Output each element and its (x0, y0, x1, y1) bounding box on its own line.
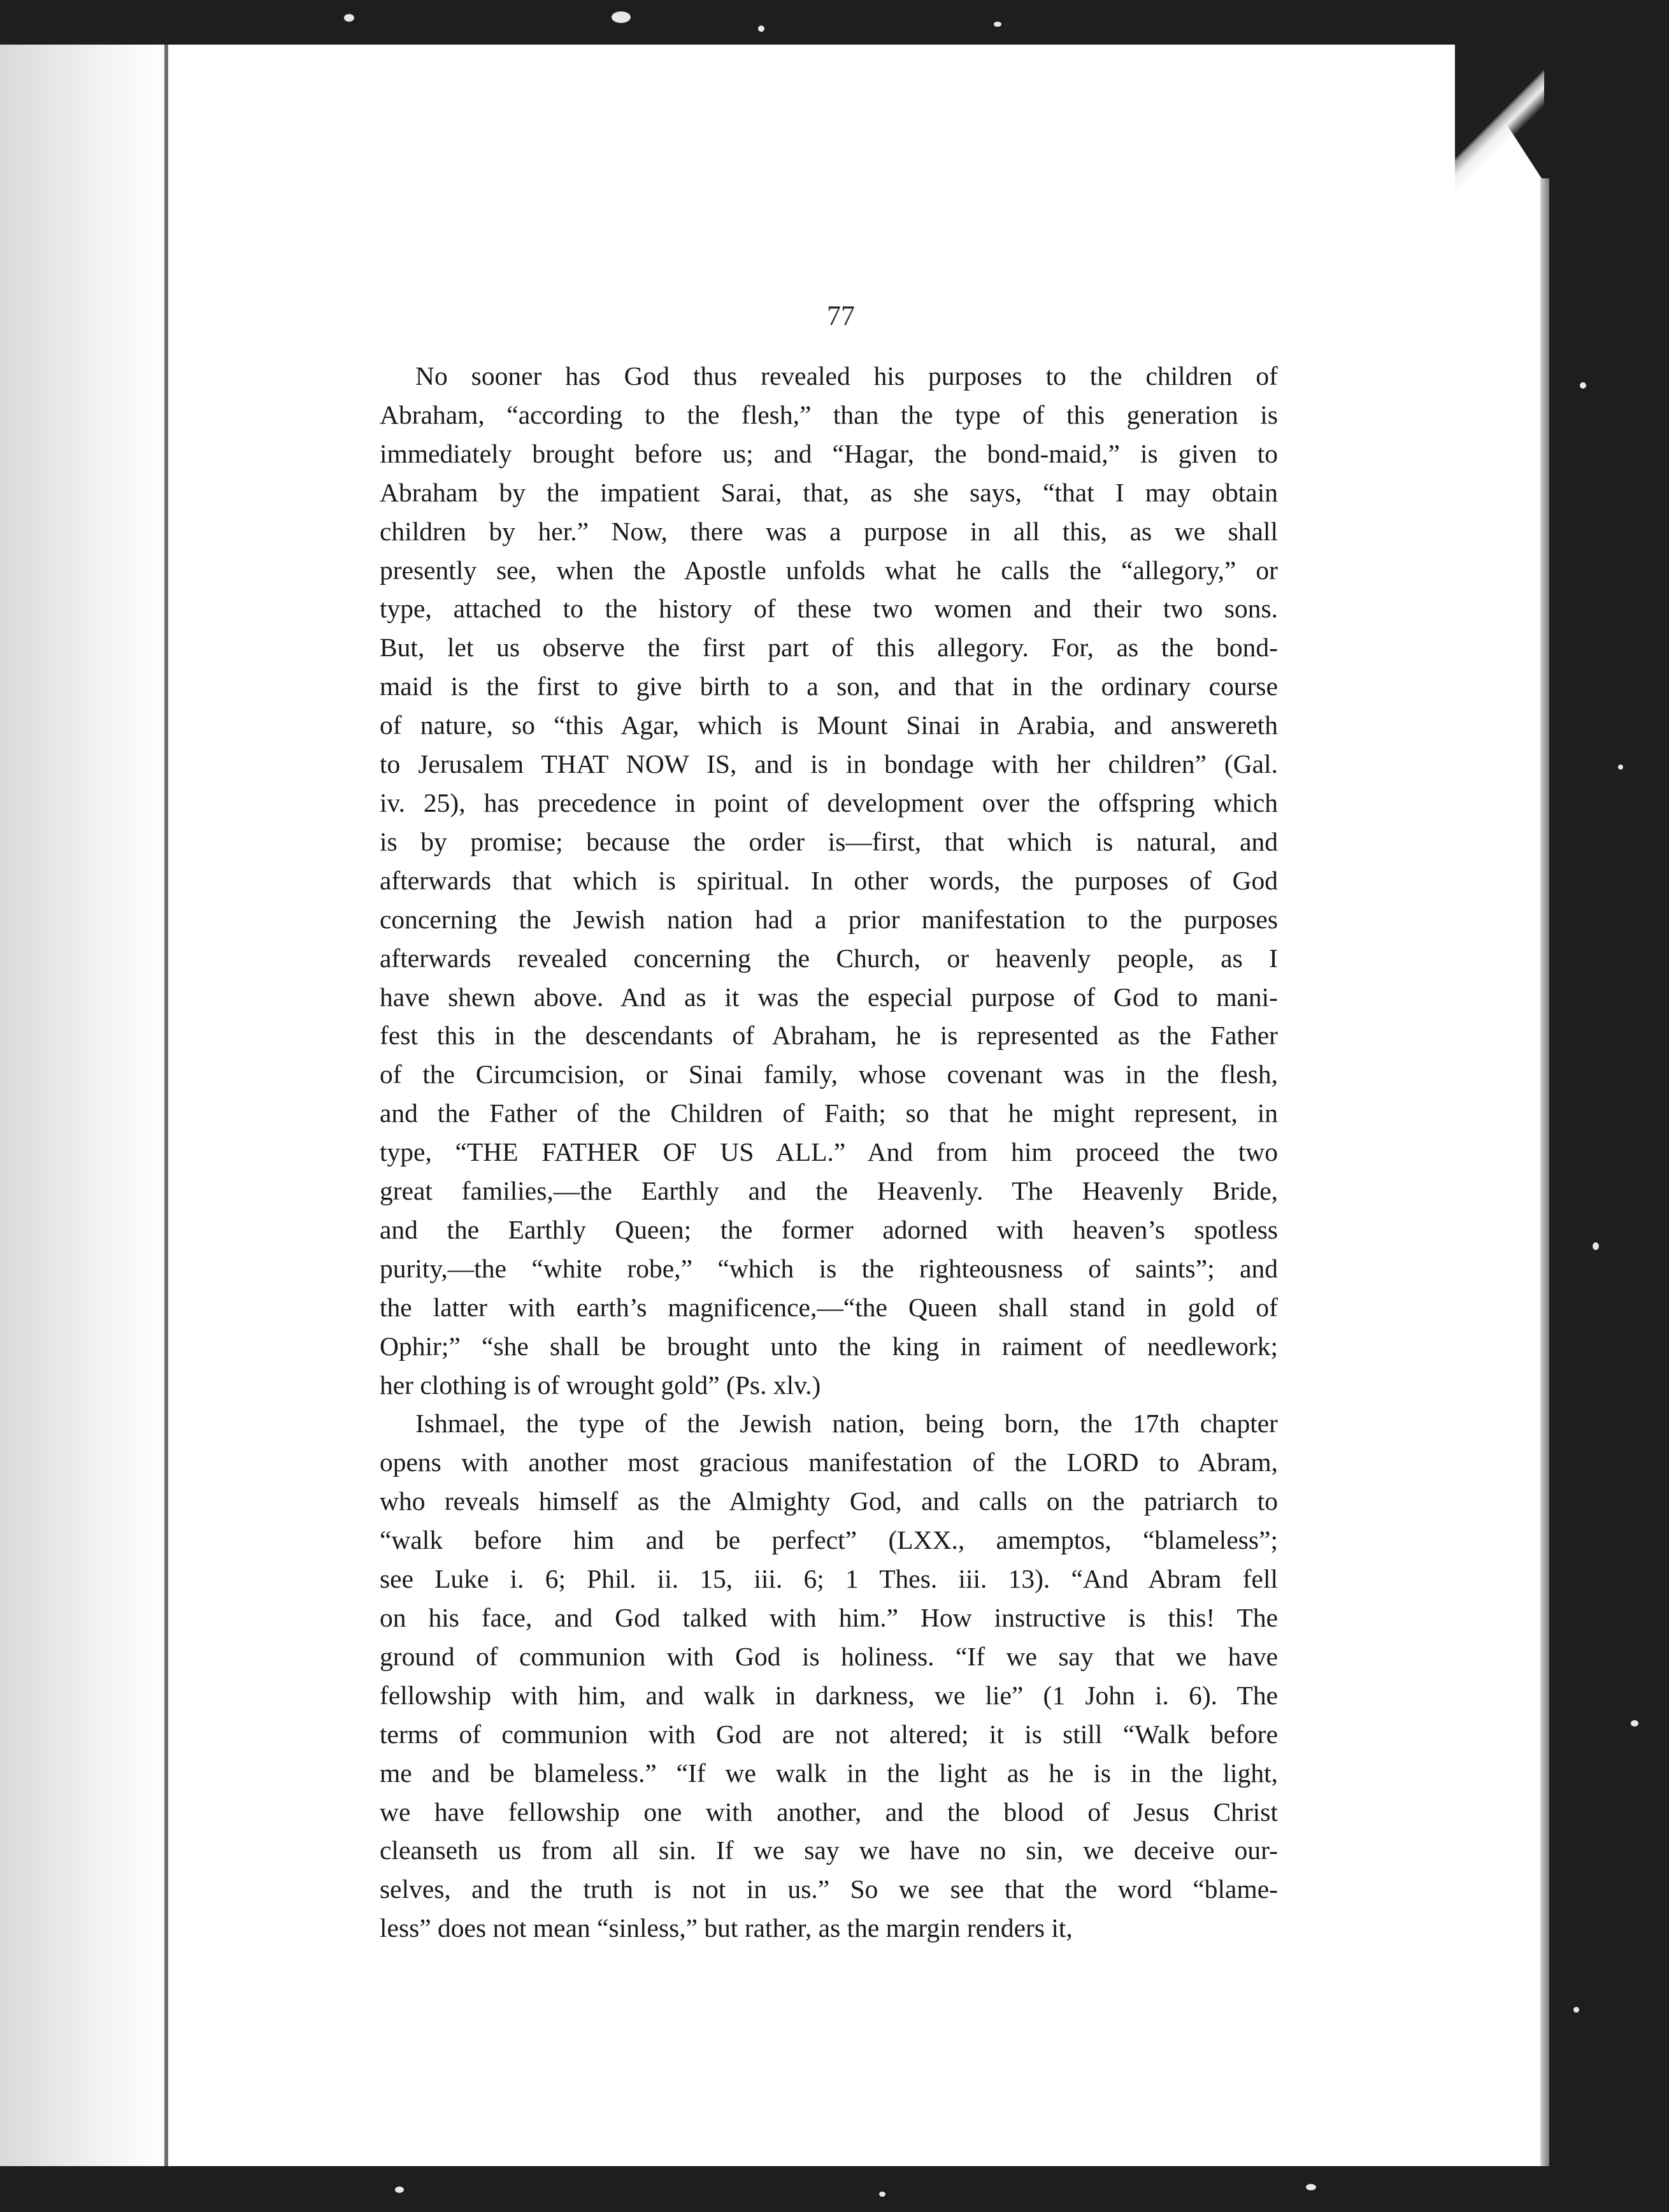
text-line: Abraham by the impatient Sarai, that, as she says, “that I may obtain (380, 477, 1278, 507)
text-line: type, “THE FATHER OF US ALL.” And from him proceed the two (380, 1137, 1278, 1167)
dust-speck (758, 25, 764, 32)
dust-speck (612, 11, 631, 23)
text-line: less” does not mean “sinless,” but rather, as the margin renders it, (380, 1913, 1073, 1943)
text-line: type, attached to the history of these two women and their two sons. (380, 594, 1278, 624)
text-line: cleanseth us from all sin. If we say we have no sin, we deceive our- (380, 1835, 1278, 1865)
text-line: to Jerusalem THAT NOW IS, and is in bondage with her children” (Gal. (380, 749, 1278, 779)
text-line: is by promise; because the order is—first, that which is natural, and (380, 826, 1278, 856)
dust-speck (1580, 382, 1586, 389)
dust-speck (395, 2187, 404, 2193)
text-line: have shewn above. And as it was the especial purpose of God to mani- (380, 982, 1278, 1012)
folded-page-corner (1455, 45, 1544, 191)
text-line: we have fellowship one with another, and the blood of Jesus Christ (380, 1797, 1278, 1827)
text-line: great families,—the Earthly and the Heavenly. The Heavenly Bride, (380, 1176, 1278, 1206)
text-line: who reveals himself as the Almighty God, and calls on the patriarch to (380, 1486, 1278, 1516)
text-line: the latter with earth’s magnificence,—“the Queen shall stand in gold of (380, 1292, 1278, 1322)
text-line: terms of communion with God are not altered; it is still “Walk before (380, 1719, 1278, 1749)
text-line: purity,—the “white robe,” “which is the righteousness of saints”; and (380, 1253, 1278, 1283)
text-line: afterwards that which is spiritual. In other words, the purposes of God (380, 865, 1278, 895)
text-line: of nature, so “this Agar, which is Mount Sinai in Arabia, and answereth (380, 710, 1278, 740)
paragraph (380, 1404, 1278, 1948)
dust-speck (1573, 2007, 1579, 2013)
text-line: of the Circumcision, or Sinai family, whose covenant was in the flesh, (380, 1059, 1278, 1089)
text-line: and the Father of the Children of Faith; so that he might represent, in (380, 1098, 1278, 1128)
text-line: “walk before him and be perfect” (LXX., amemptos, “blameless”; (380, 1525, 1278, 1555)
text-line: fellowship with him, and walk in darkness, we lie” (1 John i. 6). The (380, 1680, 1278, 1710)
dust-speck (1593, 1242, 1599, 1250)
text-line: immediately brought before us; and “Hagar, the bond-maid,” is given to (380, 438, 1278, 468)
text-line: No sooner has God thus revealed his purposes to the children of (415, 361, 1278, 391)
body-text (380, 357, 1278, 1948)
page-gutter (164, 45, 168, 2166)
dust-speck (879, 2192, 885, 2197)
text-line: Abraham, “according to the flesh,” than the type of this generation is (380, 399, 1278, 429)
dust-speck (344, 14, 354, 22)
text-line: But, let us observe the first part of this allegory. For, as the bond- (380, 633, 1278, 663)
text-line: presently see, when the Apostle unfolds what he calls the “allegory,” or (380, 555, 1278, 585)
text-line: Ophir;” “she shall be brought unto the king in raiment of needlework; (380, 1331, 1278, 1361)
text-line: me and be blameless.” “If we walk in the light as he is in the light, (380, 1758, 1278, 1788)
dust-speck (1618, 765, 1623, 770)
text-line: on his face, and God talked with him.” How instructive is this! The (380, 1603, 1278, 1632)
text-line: ground of communion with God is holiness. “If we say that we have (380, 1641, 1278, 1671)
paragraph (380, 357, 1278, 1404)
text-line: concerning the Jewish nation had a prior manifestation to the purposes (380, 904, 1278, 934)
page-number: 77 (827, 300, 855, 331)
dust-speck (1306, 2184, 1316, 2190)
text-line: and the Earthly Queen; the former adorned with heaven’s spotless (380, 1214, 1278, 1244)
text-line: children by her.” Now, there was a purpose in all this, as we shall (380, 516, 1278, 546)
dust-speck (1631, 1720, 1638, 1727)
text-line: see Luke i. 6; Phil. ii. 15, iii. 6; 1 Thes. iii. 13). “And Abram fell (380, 1564, 1278, 1594)
dust-speck (994, 22, 1001, 27)
page-right-edge (1540, 178, 1549, 2166)
text-line: selves, and the truth is not in us.” So we see that the word “blame- (380, 1874, 1278, 1904)
adjacent-page-edge (0, 45, 167, 2166)
text-line: Ishmael, the type of the Jewish nation, being born, the 17th chapter (415, 1409, 1278, 1439)
text-line: afterwards revealed concerning the Church, or heavenly people, as I (380, 943, 1278, 973)
text-line: opens with another most gracious manifestation of the LORD to Abram, (380, 1447, 1278, 1477)
text-line: her clothing is of wrought gold” (Ps. xlv.) (380, 1370, 821, 1400)
text-line: maid is the first to give birth to a son, and that in the ordinary course (380, 672, 1278, 701)
text-line: fest this in the descendants of Abraham, he is represented as the Father (380, 1021, 1278, 1051)
text-line: iv. 25), has precedence in point of development over the offspring which (380, 787, 1278, 817)
